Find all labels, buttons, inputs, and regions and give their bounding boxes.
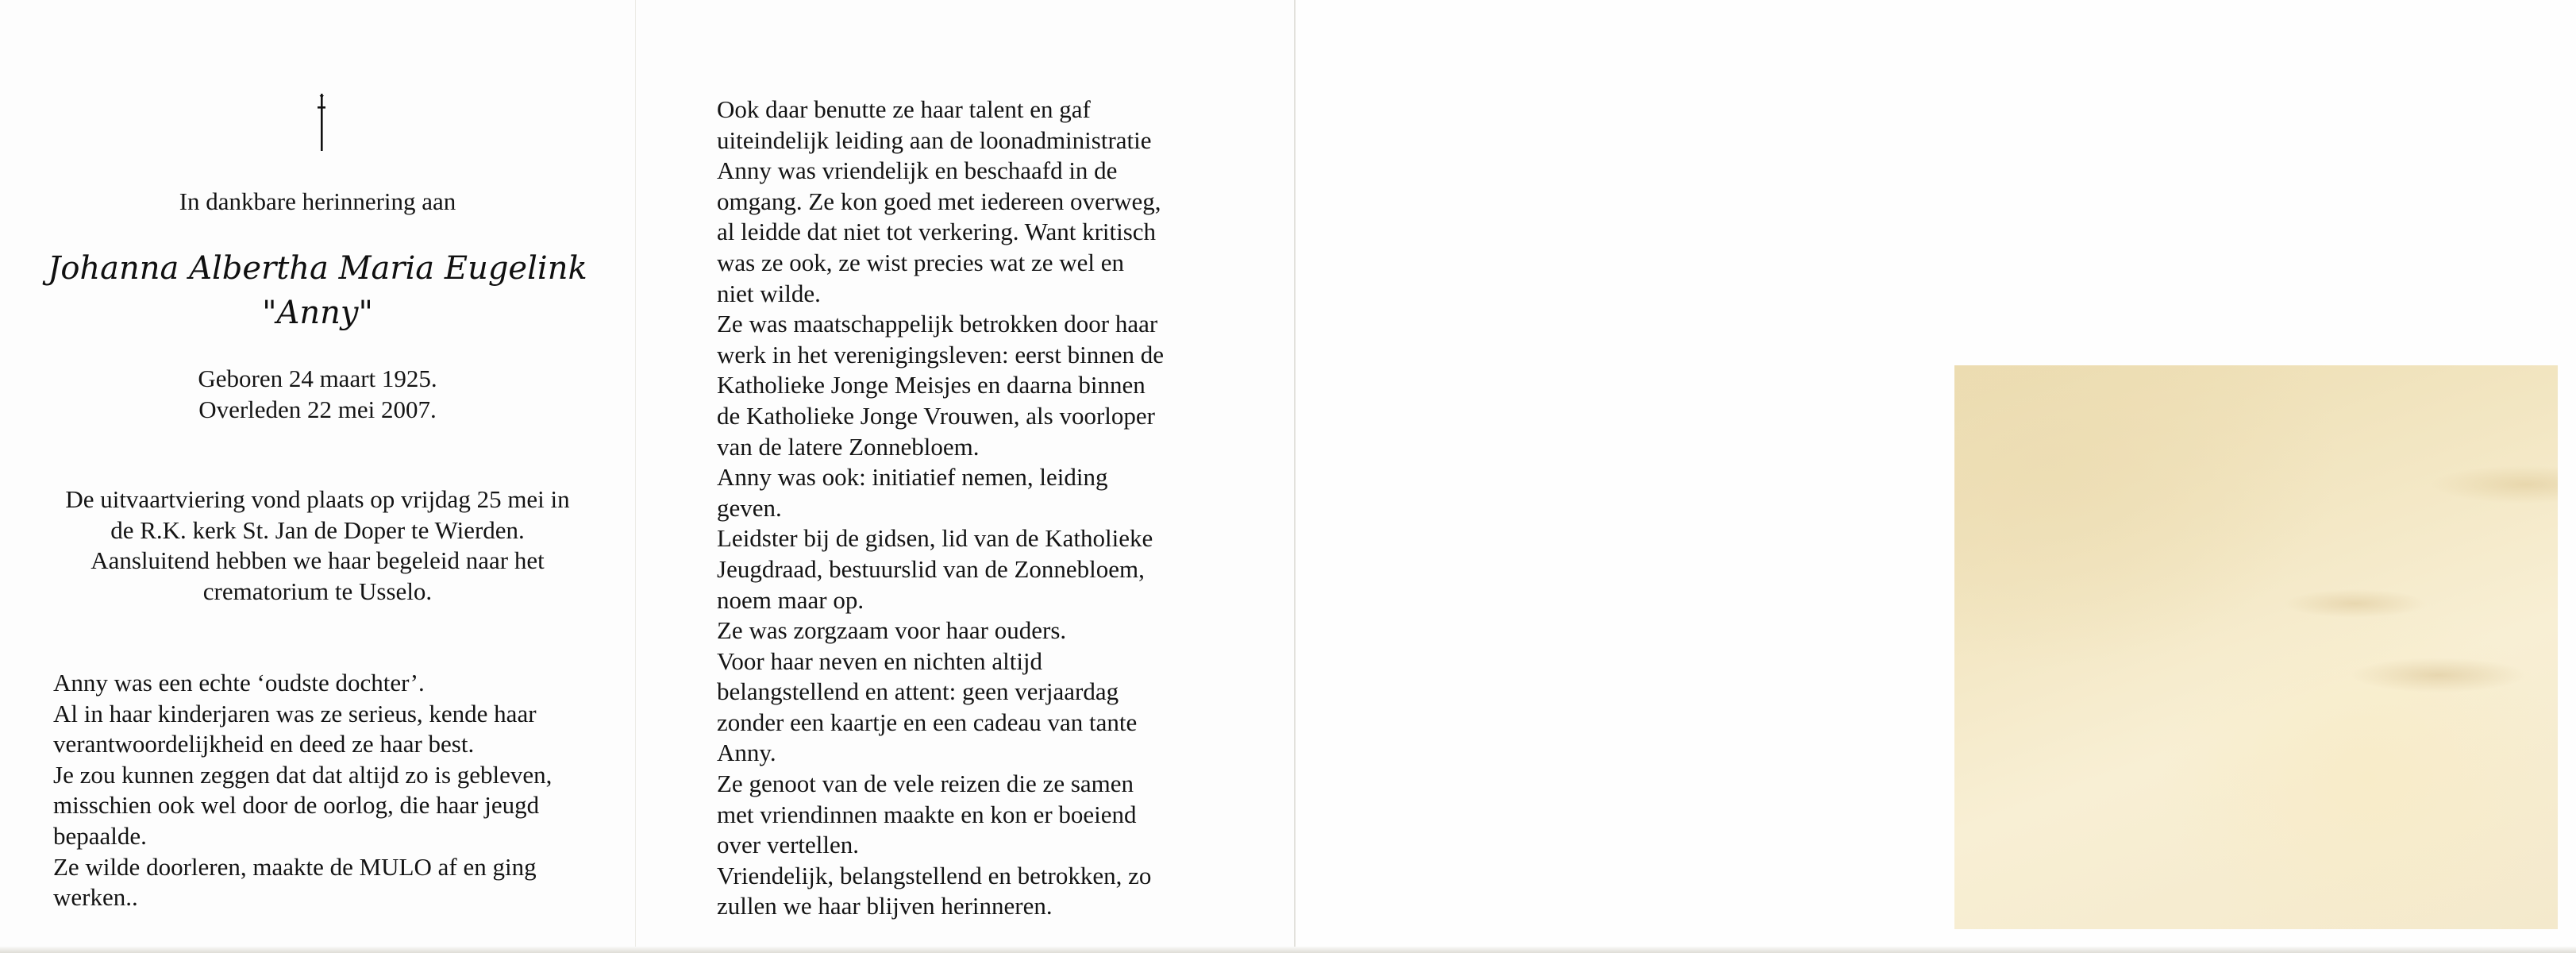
funeral-paragraph bbox=[40, 484, 595, 607]
text-line: Leidster bij de gidsen, lid van de Katholieke bbox=[717, 524, 1153, 553]
text-line: Anny was ook: initiatief nemen, leiding bbox=[717, 463, 1108, 492]
text-line: Anny was vriendelijk en beschaafd in de bbox=[717, 156, 1118, 185]
text-line: de R.K. kerk St. Jan de Doper te Wierden. bbox=[110, 515, 525, 544]
text-line: al leidde dat niet tot verkering. Want kritisch bbox=[717, 218, 1157, 246]
text-line: Ze was zorgzaam voor haar ouders. bbox=[717, 616, 1067, 645]
text-line: uiteindelijk leiding aan de loonadministratie bbox=[717, 125, 1152, 154]
text-line: Ook daar benutte ze haar talent en gaf bbox=[717, 95, 1091, 123]
dedication-heading: In dankbare herinnering aan bbox=[179, 187, 456, 215]
text-line: geven. bbox=[717, 493, 782, 522]
text-line: misschien ook wel door de oorlog, die haar jeugd bbox=[53, 791, 540, 820]
scan-edge-bottom bbox=[0, 947, 2576, 953]
text-line: zonder een kaartje en een cadeau van tante bbox=[717, 708, 1138, 736]
text-line: Aansluitend hebben we haar begeleid naar het bbox=[90, 546, 545, 575]
text-line: werk in het verenigingsleven: eerst binnen de bbox=[717, 340, 1164, 368]
text-line: werken.. bbox=[53, 883, 138, 912]
text-line: Anny. bbox=[717, 739, 776, 767]
text-line: Ze wilde doorleren, maakte de MULO af en ging bbox=[53, 852, 537, 881]
death-date: Overleden 22 mei 2007. bbox=[198, 395, 437, 423]
text-line: Je zou kunnen zeggen dat dat altijd zo is gebleven, bbox=[53, 760, 553, 789]
text-line: Al in haar kinderjaren was ze serieus, kende haar bbox=[53, 699, 537, 727]
text-line: zullen we haar blijven herinneren. bbox=[717, 892, 1053, 920]
text-line: verantwoordelijkheid en deed ze haar best. bbox=[53, 730, 475, 758]
text-line: van de latere Zonnebloem. bbox=[717, 432, 980, 461]
text-line: noem maar op. bbox=[717, 585, 864, 614]
text-line: Vriendelijk, belangstellend en betrokken, zo bbox=[717, 861, 1152, 889]
birth-date: Geboren 24 maart 1925. bbox=[198, 365, 437, 392]
text-line: Ze was maatschappelijk betrokken door haar bbox=[717, 310, 1158, 338]
text-line: crematorium te Usselo. bbox=[202, 577, 433, 605]
text-line: De uitvaartviering vond plaats op vrijdag 25 mei in bbox=[65, 485, 570, 513]
cross-icon bbox=[318, 94, 325, 152]
text-line: Jeugdraad, bestuurslid van de Zonnebloem, bbox=[717, 554, 1145, 583]
text-line: omgang. Ze kon goed met iedereen overweg, bbox=[717, 187, 1161, 215]
text-line: Katholieke Jonge Meisjes en daarna binnen bbox=[717, 371, 1146, 399]
text-line: niet wilde. bbox=[717, 279, 821, 307]
life-story-part2 bbox=[717, 95, 1273, 922]
text-line: de Katholieke Jonge Vrouwen, als voorloper bbox=[717, 401, 1155, 430]
deceased-nickname: "Anny" bbox=[262, 295, 373, 331]
text-line: Voor haar neven en nichten altijd bbox=[717, 646, 1043, 675]
text-line: was ze ook, ze wist precies wat ze wel en bbox=[717, 248, 1124, 276]
text-line: bepaalde. bbox=[53, 821, 147, 850]
card-left-panel bbox=[0, 0, 635, 953]
sky-photo bbox=[1954, 365, 2558, 929]
text-line: Anny was een echte ‘oudste dochter’. bbox=[53, 669, 425, 696]
life-story-part1 bbox=[53, 668, 609, 913]
text-line: over vertellen. bbox=[717, 831, 860, 859]
text-line: Ze genoot van de vele reizen die ze samen bbox=[717, 770, 1134, 798]
text-line: met vriendinnen maakte en kon er boeiend bbox=[717, 800, 1137, 828]
text-line: belangstellend en attent: geen verjaardag bbox=[717, 677, 1119, 706]
deceased-name: Johanna Albertha Maria Eugelink bbox=[48, 250, 587, 287]
